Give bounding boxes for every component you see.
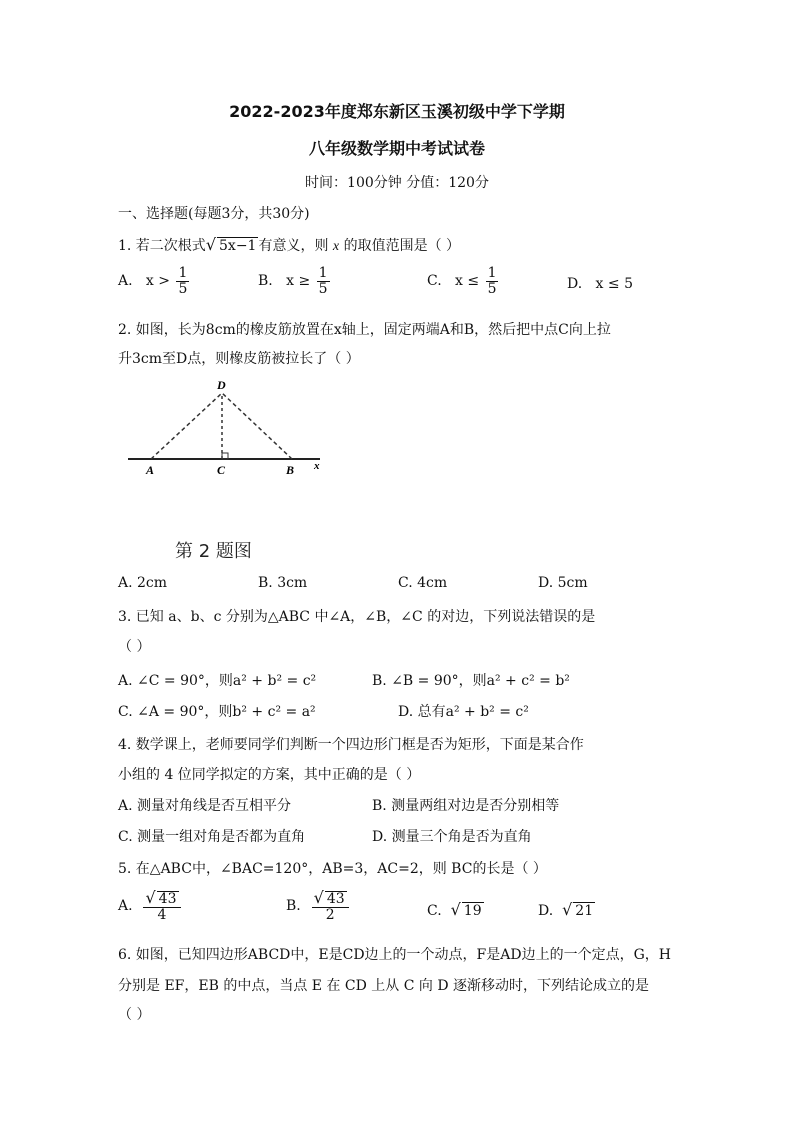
- option-relation: x >: [145, 273, 170, 290]
- q1-stem: [118, 235, 460, 255]
- q1-option-d: [567, 276, 633, 292]
- option-label: B.: [258, 273, 273, 290]
- q3-option-a: A. ∠C = 90°，则a² + b² = c²: [118, 673, 317, 689]
- option-label: D.: [567, 276, 583, 292]
- q2-stem-line1: 2. 如图，长为8cm的橡皮筋放置在x轴上，固定两端A和B，然后把中点C向上拉: [118, 322, 611, 338]
- q1-var: x: [332, 239, 340, 254]
- option-label: C.: [427, 273, 442, 290]
- q2-option-c: C. 4cm: [398, 575, 448, 591]
- q5-option-b: [286, 890, 351, 922]
- q2-option-d: D. 5cm: [538, 575, 588, 591]
- q1-radicand: 5x−1: [219, 238, 257, 254]
- radicand: 19: [463, 903, 482, 919]
- q2-figure: [120, 374, 340, 482]
- option-label: A.: [118, 273, 133, 290]
- q6-stem-line1: 6. 如图，已知四边形ABCD中，E是CD边上的一个动点，F是AD边上的一个定点，G，H: [118, 947, 671, 963]
- numerator: 1: [487, 265, 497, 281]
- label-c: C: [217, 463, 226, 477]
- denominator: 5: [318, 280, 328, 297]
- q6-stem-line2: 分别是 EF，EB 的中点，当点 E 在 CD 上从 C 向 D 逐渐移动时，下列结论成立的是: [118, 978, 650, 994]
- exam-meta: 时间：100分钟 分值：120分: [305, 175, 489, 191]
- radicand: 43: [158, 891, 177, 907]
- denominator: 2: [325, 906, 335, 923]
- fraction: [143, 890, 180, 922]
- option-relation: x ≥: [286, 273, 311, 290]
- fraction: [312, 890, 349, 922]
- radicand: 21: [575, 903, 594, 919]
- option-label: A.: [118, 898, 133, 915]
- denominator: 5: [178, 280, 188, 297]
- segment-bd: [222, 393, 292, 459]
- q6-stem-line3: （ ）: [118, 1007, 151, 1023]
- exam-title-line1: 2022-2023年度郑东新区玉溪初级中学下学期: [229, 102, 565, 121]
- numerator: 1: [178, 265, 188, 281]
- q4-option-a: A. 测量对角线是否互相平分: [118, 798, 292, 814]
- sqrt-sign: √: [205, 235, 217, 254]
- segment-ad: [151, 393, 222, 459]
- q5-stem: 5. 在△ABC中，∠BAC=120°，AB=3，AC=2，则 BC的长是（ ）: [118, 861, 547, 877]
- q1-stem-b: 有意义，则: [258, 238, 329, 254]
- q2-option-b: B. 3cm: [258, 575, 308, 591]
- q1-option-c: [427, 266, 500, 296]
- fraction: [317, 266, 330, 296]
- denominator: 4: [157, 906, 167, 923]
- option-label: D.: [538, 903, 554, 919]
- q4-option-d: D. 测量三个角是否为直角: [372, 829, 532, 845]
- label-x: x: [314, 460, 320, 472]
- q3-option-c: C. ∠A = 90°，则b² + c² = a²: [118, 704, 316, 720]
- sqrt-sign: √: [313, 888, 324, 907]
- q2-option-a: A. 2cm: [118, 575, 168, 591]
- q1-option-b: [258, 266, 332, 296]
- q3-option-b: B. ∠B = 90°，则a² + c² = b²: [372, 673, 570, 689]
- q1-stem-a: 1. 若二次根式: [118, 238, 206, 254]
- option-relation: x ≤ 5: [595, 276, 633, 292]
- q3-stem-line1: 3. 已知 a、b、c 分别为△ABC 中∠A，∠B，∠C 的对边，下列说法错误的是: [118, 609, 596, 625]
- sqrt-sign: √: [450, 900, 461, 919]
- q5-option-c: [427, 900, 484, 919]
- numerator: [143, 890, 180, 908]
- q4-stem-line2: 小组的 4 位同学拟定的方案，其中正确的是（ ）: [118, 767, 421, 783]
- exam-title-line2: 八年级数学期中考试试卷: [308, 139, 485, 158]
- q1-option-a: [118, 266, 191, 296]
- q4-stem-line1: 4. 数学课上，老师要同学们判断一个四边形门框是否为矩形，下面是某合作: [118, 737, 584, 753]
- fraction: [176, 266, 189, 296]
- fraction: [486, 266, 499, 296]
- section-heading: 一、选择题(每题3分，共30分): [118, 206, 310, 222]
- q2-figure-caption: 第 2 题图: [175, 541, 252, 562]
- sqrt-sign: √: [562, 900, 573, 919]
- numerator: 1: [318, 265, 328, 281]
- q1-stem-c: 的取值范围是（ ）: [343, 238, 461, 254]
- denominator: 5: [487, 280, 497, 297]
- q4-option-c: C. 测量一组对角是否都为直角: [118, 829, 306, 845]
- q4-option-b: B. 测量两组对边是否分别相等: [372, 798, 560, 814]
- q5-option-a: [118, 890, 183, 922]
- q2-stem-line2: 升3cm至D点，则橡皮筋被拉长了（ ）: [118, 351, 360, 367]
- label-b: B: [286, 463, 295, 477]
- q5-option-d: [538, 900, 595, 919]
- q3-stem-line2: （ ）: [118, 639, 151, 655]
- label-d: D: [217, 378, 226, 392]
- option-label: C.: [427, 903, 442, 919]
- label-a: A: [146, 463, 155, 477]
- numerator: [312, 890, 349, 908]
- q3-option-d: D. 总有a² + b² = c²: [398, 704, 529, 720]
- option-relation: x ≤: [455, 273, 480, 290]
- option-label: B.: [286, 898, 301, 915]
- sqrt-sign: √: [145, 888, 156, 907]
- radicand: 43: [326, 891, 345, 907]
